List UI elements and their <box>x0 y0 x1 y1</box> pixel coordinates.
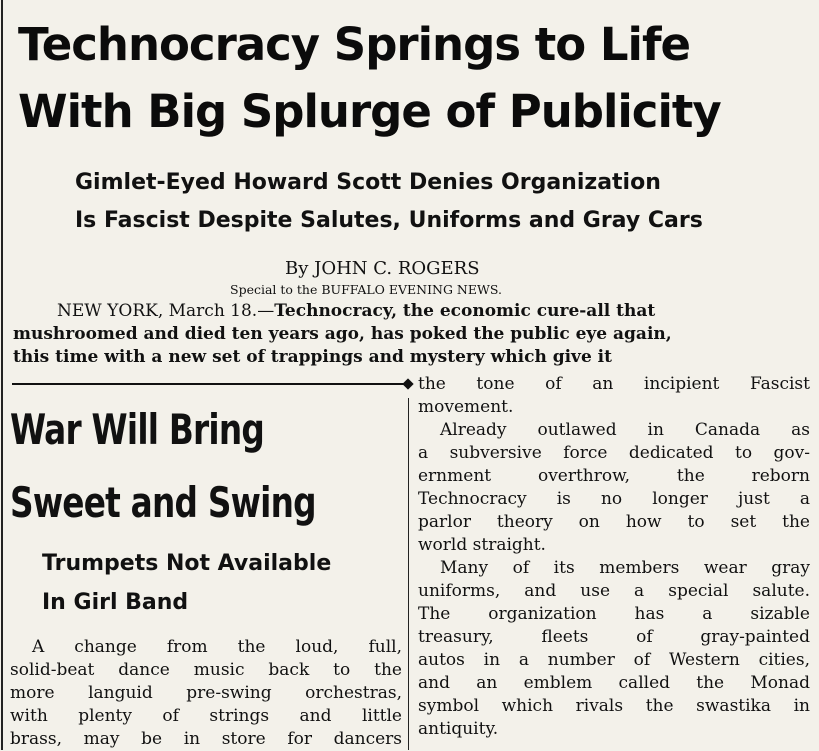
column-divider-rule <box>408 398 409 750</box>
right-line: antiquity. <box>418 719 499 739</box>
special-correspondent-note: Special to the BUFFALO EVENING NEWS. <box>230 282 502 297</box>
lead-paragraph <box>13 300 809 369</box>
side-story-subhead-line-1: Trumpets Not Available <box>42 551 332 576</box>
side-story-headline-line-2: Sweet and Swing <box>10 478 316 527</box>
side-story-line: brass, may be in store for dancers <box>10 729 402 749</box>
right-line: Technocracy is no longer just a <box>418 489 810 509</box>
right-line: Already outlawed in Canada as <box>440 420 810 440</box>
side-story-headline-line-1: War Will Bring <box>10 405 265 454</box>
section-divider-rule <box>12 383 408 385</box>
main-headline-line-2: With Big Splurge of Publicity <box>18 85 721 138</box>
right-line: treasury, fleets of gray-painted <box>418 627 810 647</box>
side-story-body <box>10 636 402 751</box>
lead-line-1-rest: Technocracy, the economic cure-all that <box>274 301 656 321</box>
right-line: Many of its members wear gray <box>440 558 810 578</box>
main-headline-line-1: Technocracy Springs to Life <box>18 18 691 71</box>
side-story-line: more languid pre-swing orchestras, <box>10 683 402 703</box>
right-line: ernment overthrow, the reborn <box>418 466 810 486</box>
subheadline-line-1: Gimlet-Eyed Howard Scott Denies Organization <box>75 170 661 195</box>
right-line: autos in a number of Western cities, <box>418 650 810 670</box>
right-column-text <box>418 373 810 741</box>
divider-diamond-ornament <box>402 378 413 389</box>
byline: By JOHN C. ROGERS <box>285 258 480 279</box>
right-line: symbol which rivals the swastika in <box>418 696 810 716</box>
lead-line-2: mushroomed and died ten years ago, has poked the public eye again, <box>13 324 672 344</box>
right-line: parlor theory on how to set the <box>418 512 810 532</box>
right-line: movement. <box>418 397 514 417</box>
side-story-line: solid-beat dance music back to the <box>10 660 402 680</box>
right-line: a subversive force dedicated to gov- <box>418 443 810 463</box>
right-line: The organization has a sizable <box>418 604 810 624</box>
right-line: uniforms, and use a special salute. <box>418 581 810 601</box>
side-story-line: A change from the loud, full, <box>32 637 402 657</box>
dateline: NEW YORK, March 18.— <box>57 301 275 321</box>
right-line: and an emblem called the Monad <box>418 673 810 693</box>
lead-line-1 <box>13 300 809 323</box>
lead-line-3: this time with a new set of trappings and mystery which give it <box>13 347 612 367</box>
side-story-line: with plenty of strings and little <box>10 706 402 726</box>
column-rule-left <box>1 0 3 750</box>
side-story-subhead-line-2: In Girl Band <box>42 590 189 615</box>
subheadline-line-2: Is Fascist Despite Salutes, Uniforms and Gray Cars <box>75 208 703 233</box>
right-line: the tone of an incipient Fascist <box>418 374 810 394</box>
right-line: world straight. <box>418 535 546 555</box>
